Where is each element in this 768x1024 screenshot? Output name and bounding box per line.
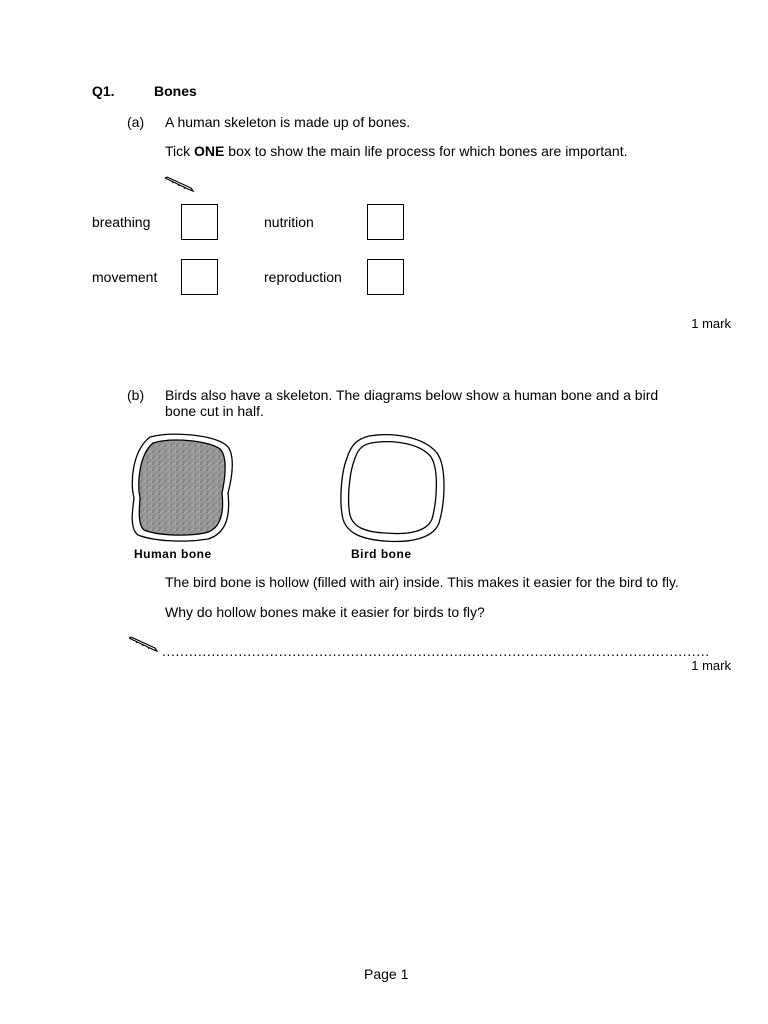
human-bone-caption: Human bone — [134, 547, 212, 561]
tickbox-reproduction[interactable] — [367, 259, 404, 295]
answer-line[interactable]: .......................................................................................................................... — [162, 643, 710, 659]
pencil-icon — [164, 176, 194, 194]
part-a-statement: A human skeleton is made up of bones. — [165, 114, 411, 130]
part-b-intro-line1: Birds also have a skeleton. The diagrams below show a human bone and a bird — [165, 387, 659, 403]
option-label-breathing: breathing — [92, 214, 151, 230]
option-label-nutrition: nutrition — [264, 214, 314, 230]
option-label-reproduction: reproduction — [264, 269, 342, 285]
part-b-mark: 1 mark — [691, 658, 731, 673]
part-a-label: (a) — [127, 114, 145, 130]
option-label-movement: movement — [92, 269, 158, 285]
part-a-instruction — [165, 143, 627, 159]
tickbox-nutrition[interactable] — [367, 204, 404, 240]
instruction-emphasis: ONE — [194, 143, 225, 159]
part-b-intro-line2: bone cut in half. — [165, 403, 264, 419]
instruction-prefix: Tick — [165, 143, 195, 159]
question-title: Bones — [154, 83, 197, 99]
question-number: Q1. — [92, 83, 115, 99]
page-number: Page 1 — [364, 966, 409, 982]
part-a-mark: 1 mark — [691, 316, 731, 331]
bird-bone-diagram — [339, 433, 447, 545]
instruction-suffix: box to show the main life process for which bones are important. — [224, 143, 628, 159]
tickbox-breathing[interactable] — [181, 204, 218, 240]
bird-bone-caption: Bird bone — [351, 547, 412, 561]
pencil-icon — [128, 636, 158, 654]
tickbox-movement[interactable] — [181, 259, 218, 295]
part-b-statement: The bird bone is hollow (filled with air) inside. This makes it easier for the bird to fly. — [165, 574, 679, 590]
part-b-question: Why do hollow bones make it easier for birds to fly? — [165, 604, 485, 620]
part-b-label: (b) — [127, 387, 145, 403]
human-bone-diagram — [128, 433, 238, 545]
